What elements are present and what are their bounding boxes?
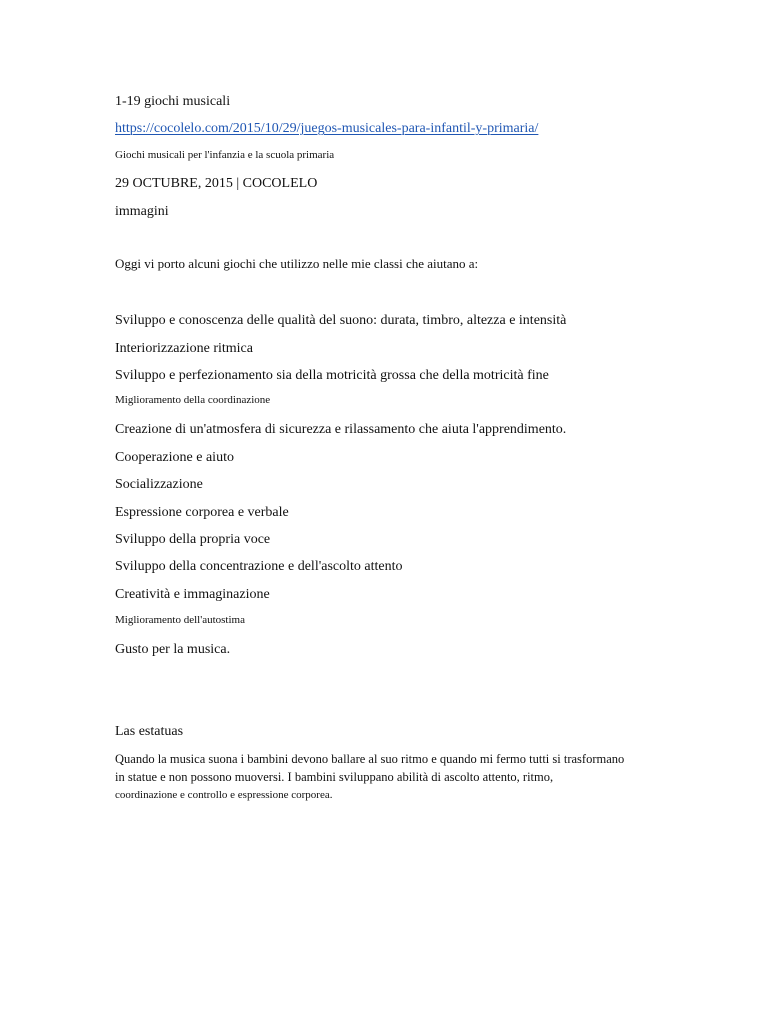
date-author: 29 OCTUBRE, 2015 | COCOLELO bbox=[115, 176, 318, 191]
source-link-text[interactable]: https://cocolelo.com/2015/10/29/juegos-musicales-para-infantil-y-primaria/ bbox=[115, 121, 539, 136]
benefit-item: Miglioramento della coordinazione bbox=[115, 394, 271, 406]
doc-title: 1-19 giochi musicali bbox=[115, 94, 231, 109]
benefit-item: Sviluppo della concentrazione e dell'ascolto attento bbox=[115, 559, 403, 574]
benefit-item: Socializzazione bbox=[115, 477, 203, 492]
paragraph-line: coordinazione e controllo e espressione corporea. bbox=[115, 789, 333, 801]
source-link[interactable] bbox=[115, 121, 562, 137]
benefit-item: Creazione di un'atmosfera di sicurezza e rilassamento che aiuta l'apprendimento. bbox=[115, 422, 567, 437]
benefit-item: Sviluppo e perfezionamento sia della motricità grossa che della motricità fine bbox=[115, 368, 549, 383]
images-label: immagini bbox=[115, 204, 169, 219]
section-paragraph bbox=[115, 750, 675, 804]
benefit-item: Creatività e immaginazione bbox=[115, 587, 270, 602]
benefit-item: Interiorizzazione ritmica bbox=[115, 341, 253, 356]
paragraph-line: Quando la musica suona i bambini devono ballare al suo ritmo e quando mi fermo tutti si trasformano bbox=[115, 752, 625, 766]
intro-text: Oggi vi porto alcuni giochi che utilizzo nelle mie classi che aiutano a: bbox=[115, 256, 479, 271]
benefit-item: Miglioramento dell'autostima bbox=[115, 614, 245, 626]
paragraph-line: in statue e non possono muoversi. I bambini sviluppano abilità di ascolto attento, ritmo, bbox=[115, 770, 554, 784]
benefit-item: Gusto per la musica. bbox=[115, 642, 231, 657]
doc-subtitle: Giochi musicali per l'infanzia e la scuola primaria bbox=[115, 149, 335, 161]
section-title: Las estatuas bbox=[115, 724, 184, 739]
benefit-item: Cooperazione e aiuto bbox=[115, 450, 234, 465]
benefit-item: Sviluppo e conoscenza delle qualità del suono: durata, timbro, altezza e intensità bbox=[115, 313, 567, 328]
benefit-item: Sviluppo della propria voce bbox=[115, 532, 271, 547]
benefit-item: Espressione corporea e verbale bbox=[115, 505, 289, 520]
